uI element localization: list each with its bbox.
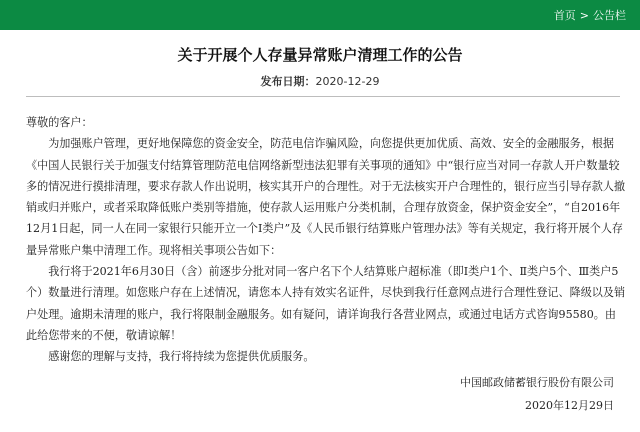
signature-date: 2020年12月29日	[525, 399, 614, 412]
publish-date-value: 2020-12-29	[315, 75, 380, 88]
notice-body	[26, 112, 626, 368]
breadcrumb	[554, 7, 626, 23]
breadcrumb-separator: >	[579, 9, 589, 22]
salutation: 尊敬的客户：	[26, 116, 93, 129]
notice-title: 关于开展个人存量异常账户清理工作的公告	[177, 46, 463, 64]
paragraph-thanks: 感谢您的理解与支持，我行将持续为您提供优质服务。	[48, 350, 315, 364]
breadcrumb-section-link[interactable]: 公告栏	[593, 9, 626, 22]
publish-date-label: 发布日期：	[260, 75, 316, 88]
signature-organization: 中国邮政储蓄银行股份有限公司	[460, 376, 614, 389]
paragraph-details: 我行将于2021年6月30日（含）前逐步分批对同一客户名下个人结算账户超标准（即Ⅰ类户1个、Ⅱ类户5个、Ⅲ类户5个）数量进行清理。如您账户存在上述情况，请您本人持有效实名证件，尽快到我行任意网点进行合理性登记、降级以及销户处理。逾期未清理的账户，我行将限制金融服务。如有疑问，请详询我行各营业网点，或通过电话方式咨询95580。由此给您带来的不便，敬请谅解！	[26, 265, 626, 342]
header-bar	[0, 0, 640, 30]
publish-date-line	[0, 73, 640, 89]
breadcrumb-home-link[interactable]: 首页	[553, 9, 576, 22]
title-divider	[26, 96, 620, 97]
paragraph-intro: 为加强账户管理，更好地保障您的资金安全，防范电信诈骗风险，向您提供更加优质、高效、安全的金融服务，根据《中国人民银行关于加强支付结算管理防范电信网络新型违法犯罪有关事项的通知》中“银行应当对同一存款人开户数量较多的情况进行摸排清理，要求存款人作出说明，核实其开户的合理性。对于无法核实开户合理性的，银行应当引导存款人撤销或归并账户，或者采取降低账户类别等措施，使存款人运用账户分类机制，合理存放资金，保护资金安全”，“自2016年12月1日起，同一人在同一家银行只能开立一个Ⅰ类户”及《人民币银行结算账户管理办法》等有关规定，我行将开展个人存量异常账户集中清理工作。现将相关事项公告如下：	[26, 137, 626, 257]
